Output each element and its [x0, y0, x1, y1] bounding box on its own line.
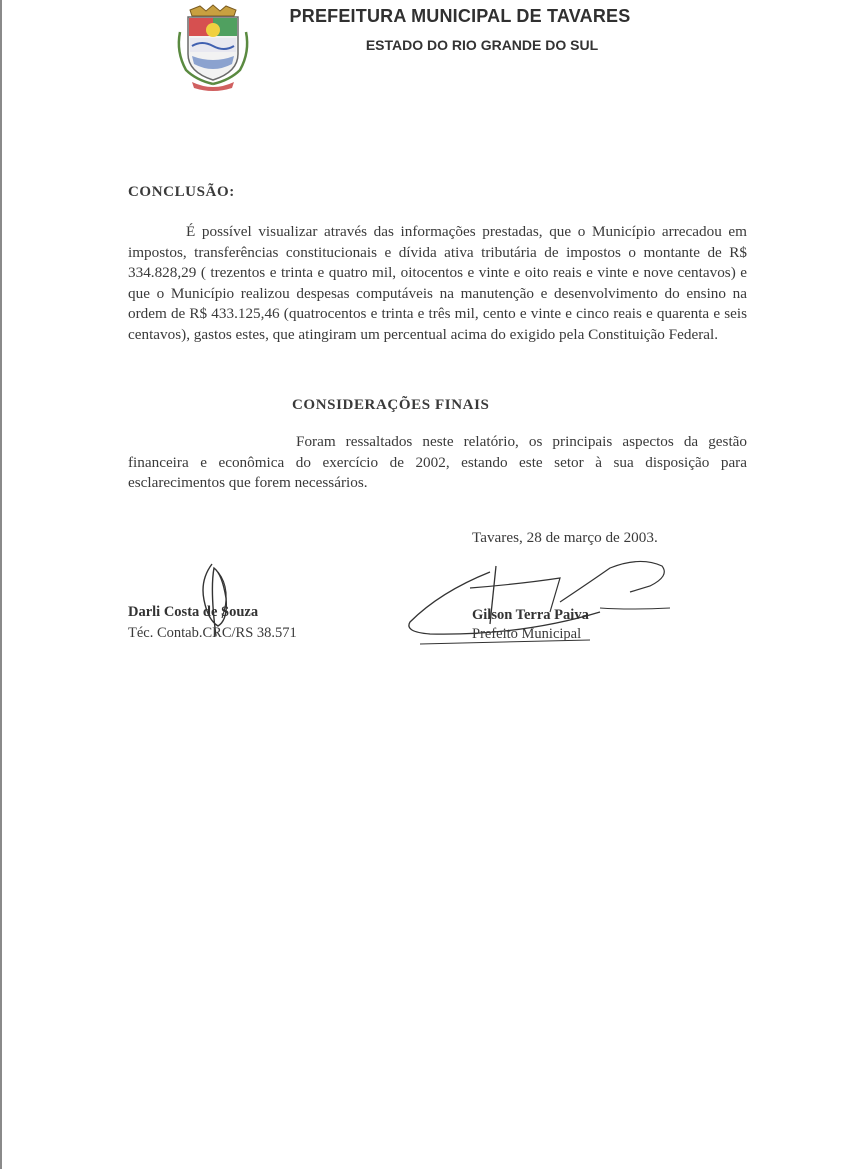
signatory-role: Téc. Contab.CRC/RS 38.571 [128, 625, 297, 641]
page-title: PREFEITURA MUNICIPAL DE TAVARES [289, 6, 631, 26]
page-edge [0, 0, 2, 1169]
consideracoes-heading: CONSIDERAÇÕES FINAIS [292, 397, 490, 413]
signatory-name: Gilson Terra Paiva [472, 607, 589, 623]
signatory-role: Prefeito Municipal [472, 626, 582, 642]
signatory-name: Darli Costa de Souza [128, 604, 259, 620]
conclusao-paragraph: É possível visualizar através das informações prestadas, que o Município arrecadou em impostos, transferências constitucionais e dívida ativa tributária de impostos o montante de R$ 334.828,29 ( trezentos e trinta e quatro mil, oitocentos e vinte e oito reais e vinte e nove centavos) e que o Município realizou despesas computáveis na manutenção e desenvolvimento do ensino na ordem de R$ 433.125,46 (quatrocentos e trinta e três mil, cento e vinte e cinco reais e quarenta e seis centavos), gastos estes, que atingiram um percentual acima do exigido pela Constituição Federal. [128, 223, 747, 343]
page-subtitle: ESTADO DO RIO GRANDE DO SUL [365, 37, 599, 53]
municipal-coat-of-arms-icon [172, 2, 254, 92]
conclusao-heading: CONCLUSÃO: [128, 184, 235, 200]
place-date: Tavares, 28 de março de 2003. [472, 529, 658, 546]
consideracoes-paragraph: Foram ressaltados neste relatório, os principais aspectos da gestão financeira e econômica do exercício de 2002, estando este setor à sua disposição para esclarecimentos que forem necessários. [128, 433, 747, 492]
